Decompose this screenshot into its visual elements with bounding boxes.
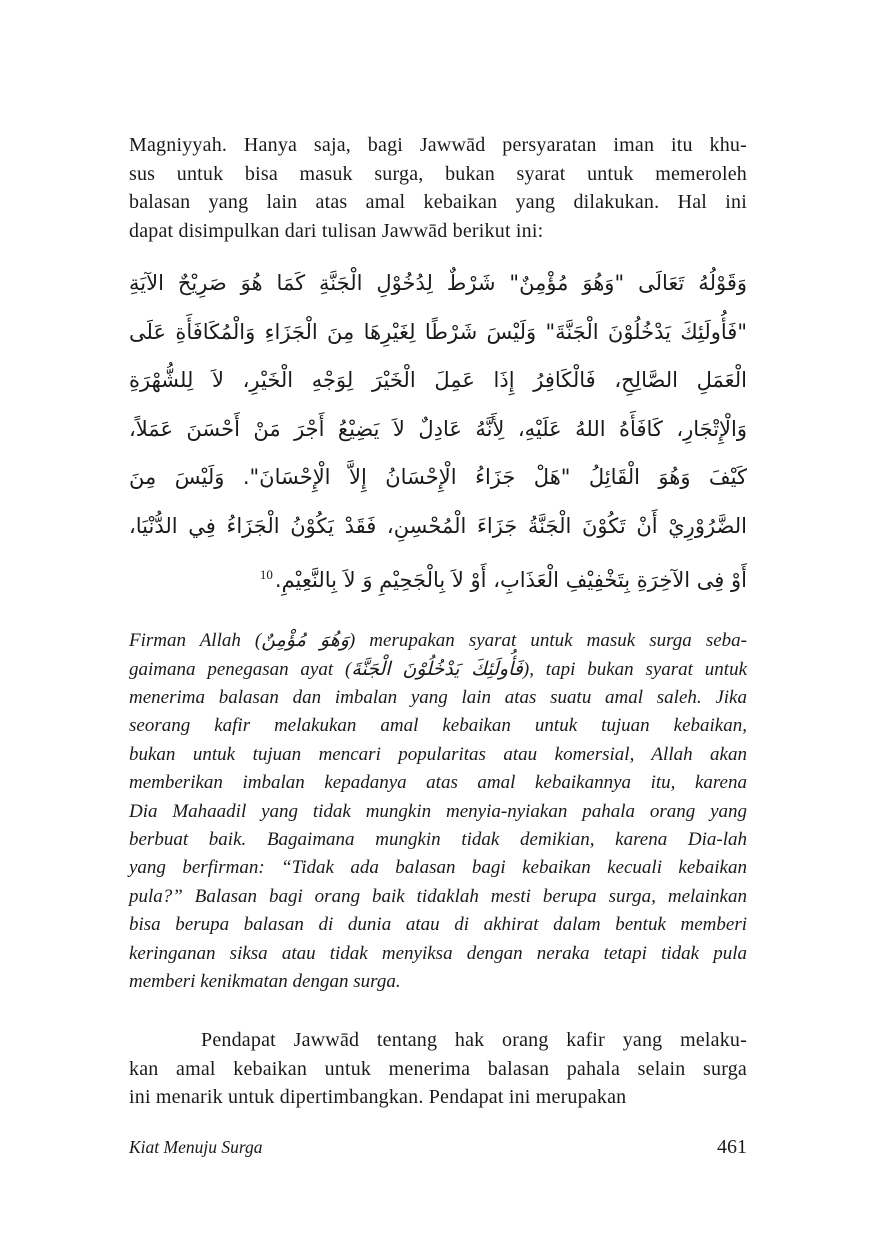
text-line: keringanan siksa atau tidak menyiksa dengan neraka tetapi tidak pula <box>129 942 747 964</box>
text-line: gaimana penegasan ayat (فَأُولَئِكَ يَدْخُلُوْنَ الْجَنَّةَ), tapi bukan syarat untuk <box>129 658 748 680</box>
translation-paragraph <box>129 627 747 996</box>
footnote-reference: 10 <box>259 566 273 582</box>
text-line: bukan untuk tujuan mencari popularitas atau komersial, Allah akan <box>129 743 747 765</box>
text-line: وَقَوْلُهُ تَعَالَى "وَهُوَ مُؤْمِنٌ" شَرْطٌ لِدُخُوْلِ الْجَنَّةِ كَمَا هُوَ صَرِيْحٌ الآيَةِ <box>129 271 747 295</box>
text-line: dapat disimpulkan dari tulisan Jawwād berikut ini: <box>129 219 544 242</box>
text-line: seorang kafir melakukan amal kebaikan untuk tujuan kebaikan, <box>129 715 747 737</box>
text-line: الْعَمَلِ الصَّالِحِ، فَالْكَافِرُ إِذَا عَمِلَ الْخَيْرَ لِوَجْهِ الْخَيْرِ، لاَ لِلشُّهْرَةِ <box>129 368 747 393</box>
text-line: Firman Allah (وَهُوَ مُؤْمِنٌ) merupakan syarat untuk masuk surga seba- <box>129 630 747 652</box>
text-line: menerima balasan dan imbalan yang lain atas suatu amal saleh. Jika <box>129 686 747 708</box>
text-line: sus untuk bisa masuk surga, bukan syarat untuk memeroleh <box>129 162 747 185</box>
text-line: كَيْفَ وَهُوَ الْقَائِلُ "هَلْ جَزَاءُ الْإِحْسَانُ إِلاَّ الْإِحْسَانَ". وَلَيْسَ مِنَ <box>129 465 747 490</box>
text-line: أَوْ فِى الآخِرَةِ بِتَخْفِيْفِ الْعَذَابِ، أَوْ لاَ بِالْجَحِيْمِ وَ لاَ بِالنَّعِيْمِ.$^{10}$ <box>259 566 747 592</box>
text-line: yang berfirman: “Tidak ada balasan bagi kebaikan kecuali kebaikan <box>129 857 747 879</box>
text-line: Magniyyah. Hanya saja, bagi Jawwād persyaratan iman itu khu- <box>129 134 747 156</box>
text-line: kan amal kebaikan untuk menerima balasan pahala selain surga <box>129 1057 747 1080</box>
text-line: Pendapat Jawwād tentang hak orang kafir yang melaku- <box>201 1029 747 1052</box>
text-line: وَالْإِتْجَارِ، كَافَأَهُ اللهُ عَلَيْهِ، لِأَنَّهُ عَادِلٌ لاَ يَضِيْعُ أَجْرَ مَنْ أَحْسَنَ عَمَلاً، <box>129 416 747 441</box>
page-number: 461 <box>717 1136 747 1158</box>
text-line: الضَّرُوْرِيْ أَنْ تَكُوْنَ الْجَنَّةُ جَزَاءَ الْمُحْسِنِ، فَقَدْ يَكُوْنُ الْجَزَاءُ فِي الدُّنْيَا، <box>129 513 747 538</box>
text-line: "فَأُولَئِكَ يَدْخُلُوْنَ الْجَنَّةَ" وَلَيْسَ شَرْطًا لِغَيْرِهَا مِنَ الْجَزَاءِ وَالْمُكَافَأَةِ عَلَى <box>129 319 747 344</box>
page-content <box>129 131 747 1112</box>
text-line: memberikan imbalan kepadanya atas amal kebaikannya itu, karena <box>129 772 747 794</box>
text-line: balasan yang lain atas amal kebaikan yang dilakukan. Hal ini <box>129 191 747 213</box>
text-line: Dia Mahaadil yang tidak mungkin menyia-nyiakan pahala orang yang <box>129 800 747 822</box>
text-line: memberi kenikmatan dengan surga. <box>129 971 401 993</box>
page-footer <box>129 1136 747 1159</box>
arabic-quote-block <box>129 259 747 604</box>
closing-paragraph <box>129 1026 747 1112</box>
text-line: bisa berupa balasan di dunia atau di akhirat dalam bentuk memberi <box>129 914 747 936</box>
text-line: pula?” Balasan bagi orang baik tidaklah mesti berupa surga, melainkan <box>129 885 747 907</box>
intro-paragraph <box>129 131 747 245</box>
text-line: ini menarik untuk dipertimbangkan. Pendapat ini merupakan <box>129 1086 627 1109</box>
running-footer-title: Kiat Menuju Surga <box>129 1137 263 1157</box>
text-line: berbuat baik. Bagaimana mungkin tidak demikian, karena Dia-lah <box>129 829 747 850</box>
